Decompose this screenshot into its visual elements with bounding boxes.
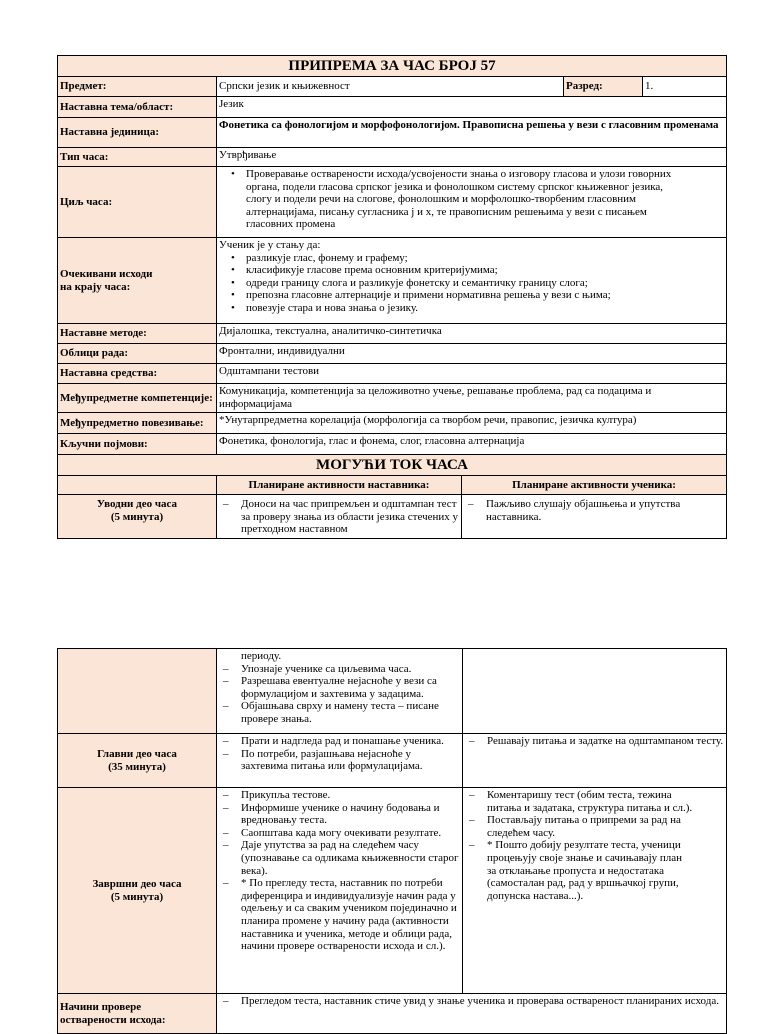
outcome-check-label-line-2: остварености исхода:: [60, 1013, 166, 1026]
outcomes-label-line-1: Очекивани исходи: [60, 267, 153, 280]
lesson-title: ПРИПРЕМА ЗА ЧАС БРОЈ 57: [58, 56, 727, 77]
outcome-check-cell: [217, 994, 727, 1034]
topic-label: Наставна тема/област:: [58, 97, 217, 118]
intro-teacher-cell: [217, 495, 462, 539]
goal-label: Циљ часа:: [58, 167, 217, 238]
lesson-flow-continued-table: [57, 648, 727, 1034]
outcome-check-label: [58, 994, 217, 1034]
teacher-activities-header: Планиране активности наставника:: [217, 476, 462, 495]
intro-student-cell: [462, 495, 727, 539]
means-label: Наставна средства:: [58, 364, 217, 384]
intro-student-list: [464, 498, 724, 523]
final-teacher-item: – * По прегледу теста, наставник по потреби диференцира и индивидуализује начин рада у одељењу и са сваким учеником појединачно и планира промене у начину рада (активности наставника и ученика, методе и облици рада, начини провере остварености исхода и сл.).: [219, 877, 460, 953]
competences-value: Комуникација, компетенција за целоживотно учење, решавање проблема, рад са подацима и информацијама: [217, 384, 727, 413]
main-teacher-item: – Прати и надгледа рад и понашање ученика.: [219, 735, 460, 748]
final-student-item: – * Пошто добију резултате теста, ученици процењују своје знање и сачињавају план за отклањање пропуста и недостатака (самосталан рад, рад у вршњачкој групи, допунска настава...).: [465, 839, 694, 902]
outcomes-list: [219, 252, 724, 315]
goal-list: [219, 168, 688, 231]
intro-part-label-line-1: Уводни део часа: [96, 498, 178, 510]
keywords-value: Фонетика, фонологија, глас и фонема, слог, гласовна алтернација: [217, 434, 727, 455]
outcome-check-list: [219, 995, 724, 1008]
intro-teacher-item: – Објашњава сврху и намену теста – писане провере знања.: [219, 700, 460, 725]
grade-label: Разред:: [564, 77, 643, 97]
outcome-item: • одреди границу слога и разликује фонетску и семантичку границу слога;: [219, 277, 724, 290]
intro-part-continued: [58, 649, 217, 734]
unit-label: Наставна јединица:: [58, 118, 217, 148]
outcome-item: • разликује глас, фонему и графему;: [219, 252, 724, 265]
subject-value: Српски језик и књижевност: [217, 77, 564, 97]
final-teacher-item: – Саопштава када могу очекивати резултате.: [219, 827, 460, 840]
final-student-list: [465, 789, 724, 902]
outcomes-cell: [217, 238, 727, 324]
goal-cell: [217, 167, 727, 238]
type-value: Утврђивање: [217, 148, 727, 167]
intro-teacher-item: – Доноси на час припремљен и одштампан тест за проверу знања из области језика стечених у претходном наставном: [219, 498, 459, 536]
outcomes-label: [58, 238, 217, 324]
intro-part-label: [58, 495, 217, 539]
main-part-label-line-2: (35 минута): [108, 760, 166, 773]
main-teacher-list: [219, 735, 460, 773]
linking-label: Међупредметно повезивање:: [58, 413, 217, 434]
keywords-label: Кључни појмови:: [58, 434, 217, 455]
outcomes-intro: Ученик је у стању да:: [219, 239, 321, 251]
means-value: Одштампани тестови: [217, 364, 727, 384]
linking-value: *Унутарпредметна корелација (морфологија са творбом речи, правопис, језичка култура): [217, 413, 727, 434]
final-teacher-item: – Информише ученике о начину бодовања и вредновању теста.: [219, 802, 460, 827]
main-student-list: [465, 735, 724, 748]
main-student-cell: [463, 734, 727, 788]
intro-teacher-item: – Разрешава евентуалне нејасноће у вези са формулацијом и захтевима у задацима.: [219, 675, 460, 700]
student-activities-header: Планиране активности ученика:: [462, 476, 727, 495]
topic-value: Језик: [217, 97, 727, 118]
main-teacher-item: – По потреби, разјашњава нејасноће у захтевима питања или формулацијама.: [219, 748, 460, 773]
outcomes-label-line-2: на крају часа:: [60, 280, 131, 293]
forms-label: Облици рада:: [58, 344, 217, 364]
intro-teacher-continued-cell: [217, 649, 463, 734]
intro-student-item: – Пажљиво слушају објашњења и упутства наставника.: [464, 498, 724, 523]
methods-value: Дијалошка, текстуална, аналитичко-синтетичка: [217, 324, 727, 344]
intro-student-continued-cell: [463, 649, 727, 734]
intro-teacher-item: – Упознаје ученике са циљевима часа.: [219, 663, 460, 676]
main-student-item: – Решавају питања и задатке на одштампаном тесту.: [465, 735, 724, 748]
subject-label: Предмет:: [58, 77, 217, 97]
forms-value: Фронтални, индивидуални: [217, 344, 727, 364]
final-teacher-item: – Прикупља тестове.: [219, 789, 460, 802]
final-student-item: – Коментаришу тест (обим теста, тежина питања и задатака, структура питања и сл.).: [465, 789, 694, 814]
main-part-label-line-1: Главни део часа: [97, 747, 177, 760]
outcome-check-label-line-1: Начини провере: [60, 1000, 142, 1013]
final-part-label-line-2: (5 минута): [110, 890, 164, 903]
flow-empty-header: [58, 476, 217, 495]
grade-value: 1.: [643, 77, 727, 97]
outcome-check-item: – Прегледом теста, наставник стиче увид у знање ученика и проверава оствареност планираних исхода.: [219, 995, 724, 1008]
competences-label: Међупредметне компетенције:: [58, 384, 217, 413]
final-part-label-line-1: Завршни део часа: [92, 877, 182, 890]
final-teacher-item: – Даје упутства за рад на следећем часу (упознавање са одликама књижевности старог века).: [219, 839, 460, 877]
lesson-plan-table: [57, 55, 727, 539]
final-teacher-cell: [217, 788, 463, 994]
final-student-cell: [463, 788, 727, 994]
main-teacher-cell: [217, 734, 463, 788]
main-part-label: [58, 734, 217, 788]
intro-teacher-continued-text: периоду.: [241, 650, 282, 662]
unit-value: Фонетика са фонологијом и морфофонологијом. Правописна решења у вези с гласовним променама: [217, 118, 727, 148]
methods-label: Наставне методе:: [58, 324, 217, 344]
type-label: Тип часа:: [58, 148, 217, 167]
final-student-item: – Постављају питања о припреми за рад на следећем часу.: [465, 814, 694, 839]
intro-part-label-line-2: (5 минута): [110, 510, 164, 523]
intro-teacher-continued-list: [219, 663, 460, 726]
outcome-item: • препозна гласовне алтернације и примени нормативна решења у вези с њима;: [219, 289, 724, 302]
outcome-item: • повезује стара и нова знања о језику.: [219, 302, 724, 315]
final-teacher-list: [219, 789, 460, 953]
outcome-item: • класификује гласове према основним критеријумима;: [219, 264, 724, 277]
flow-heading: МОГУЋИ ТОК ЧАСА: [58, 455, 727, 476]
final-part-label: [58, 788, 217, 994]
intro-teacher-list: [219, 498, 459, 536]
goal-item: • Проверавање остварености исхода/усвојености знања о изговору гласова и улози говорних органа, подели гласова српског језика и фонолошком систему српског књижевног језика, слогу и подели речи на слогове, фонолошким и морфолошко-творбеним гласовним алтернацијама, писању сугласника ј и х, те правописним решењима у вези с писањем гласовних промена: [219, 168, 688, 231]
